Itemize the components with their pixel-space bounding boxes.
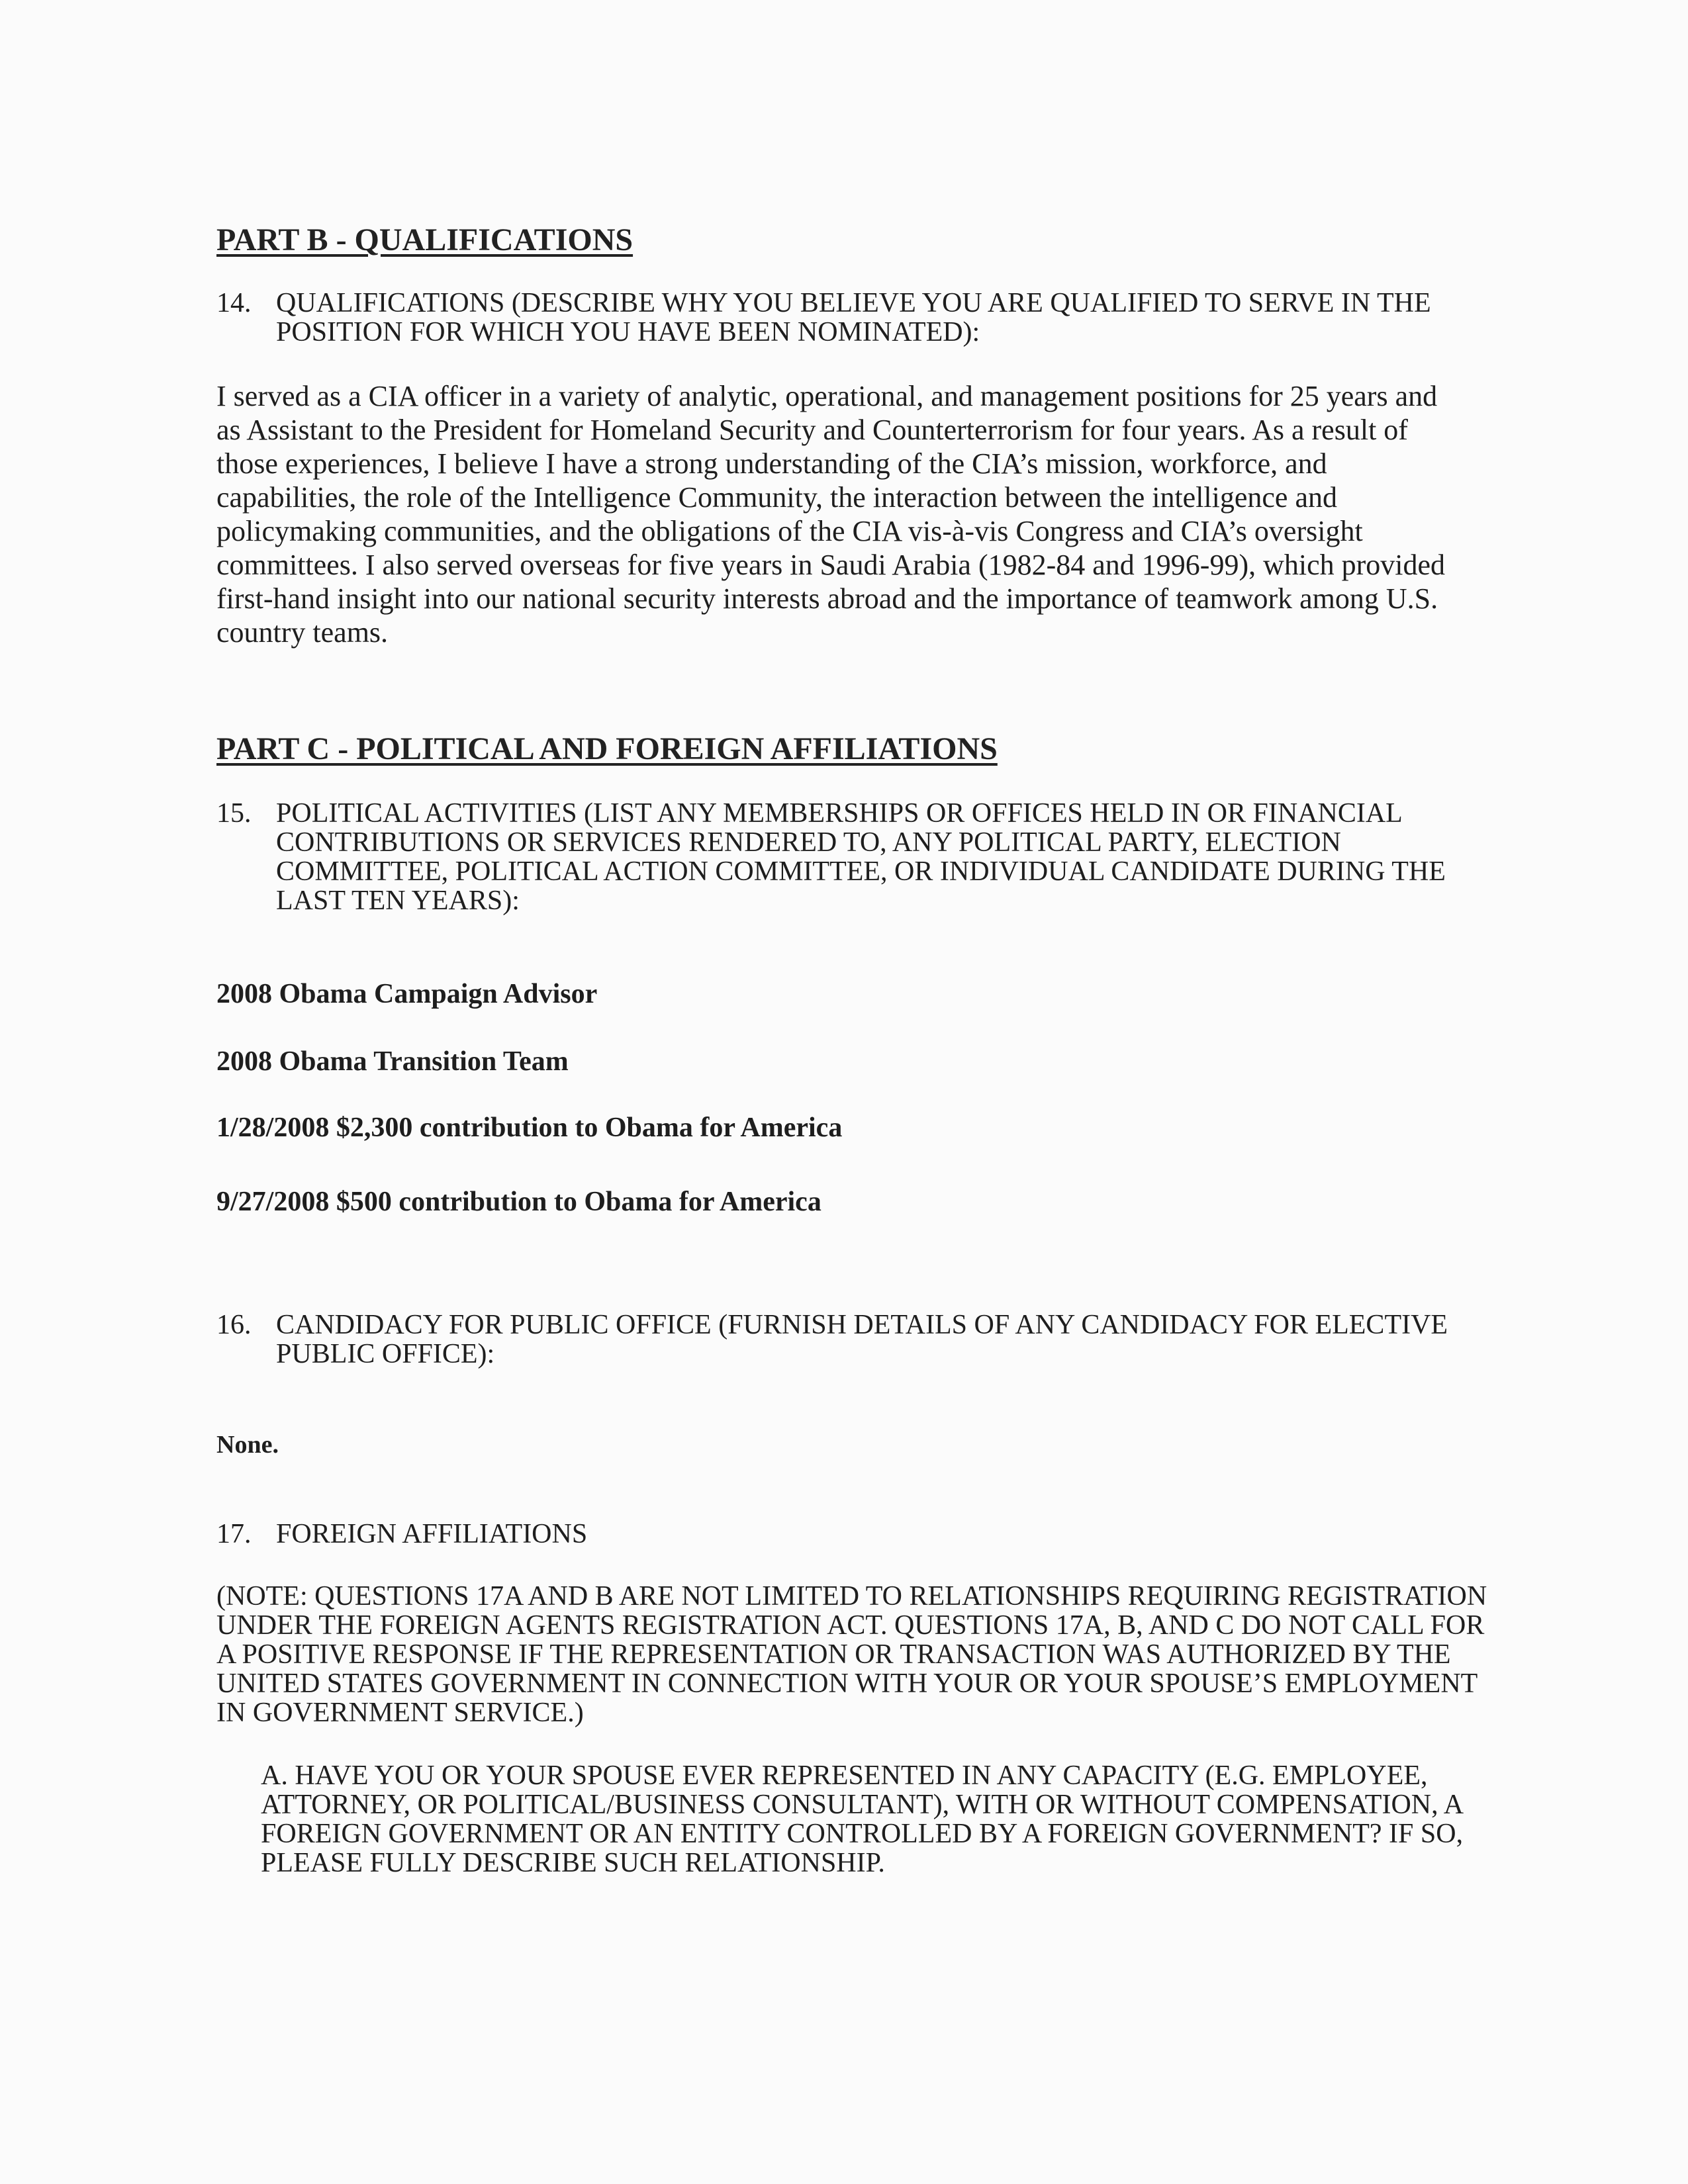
question-text-line: A. HAVE YOU OR YOUR SPOUSE EVER REPRESENTED IN ANY CAPACITY (E.G. EMPLOYEE, xyxy=(261,1760,1428,1791)
question-text-line: CONTRIBUTIONS OR SERVICES RENDERED TO, ANY POLITICAL PARTY, ELECTION xyxy=(276,827,1341,858)
answer-line: as Assistant to the President for Homeland Security and Counterterrorism for four years. As a result of xyxy=(216,414,1408,446)
political-activity-item: 1/28/2008 $2,300 contribution to Obama for America xyxy=(216,1113,843,1143)
answer-line: those experiences, I believe I have a strong understanding of the CIA’s mission, workforce, and xyxy=(216,447,1327,480)
question-number: 16. xyxy=(216,1310,252,1340)
answer-line: capabilities, the role of the Intelligence Community, the interaction between the intelligence and xyxy=(216,481,1337,514)
question-text-line: POSITION FOR WHICH YOU HAVE BEEN NOMINATED): xyxy=(276,317,980,347)
question-text-line: FOREIGN GOVERNMENT OR AN ENTITY CONTROLLED BY A FOREIGN GOVERNMENT? IF SO, xyxy=(261,1819,1464,1849)
note-line: (NOTE: QUESTIONS 17A AND B ARE NOT LIMITED TO RELATIONSHIPS REQUIRING REGISTRATION xyxy=(216,1581,1487,1612)
question-text xyxy=(276,1520,587,1549)
question-text xyxy=(276,799,1446,915)
question-16 xyxy=(216,1310,1448,1369)
candidacy-answer: None. xyxy=(216,1431,279,1459)
answer-line: I served as a CIA officer in a variety of analytic, operational, and management positions for 25 years and xyxy=(216,380,1438,412)
question-17-note xyxy=(216,1582,1487,1727)
question-17 xyxy=(216,1520,587,1549)
note-line: IN GOVERNMENT SERVICE.) xyxy=(216,1698,584,1728)
question-text-line: PLEASE FULLY DESCRIBE SUCH RELATIONSHIP. xyxy=(261,1848,885,1878)
question-text xyxy=(276,1310,1448,1369)
part-b-heading: PART B - QUALIFICATIONS xyxy=(216,222,633,257)
question-title: FOREIGN AFFILIATIONS xyxy=(276,1519,588,1549)
answer-line: country teams. xyxy=(216,616,389,649)
answer-line: first-hand insight into our national security interests abroad and the importance of teamwork among U.S. xyxy=(216,582,1438,615)
political-activity-item: 2008 Obama Campaign Advisor xyxy=(216,979,598,1009)
question-text-line: CANDIDACY FOR PUBLIC OFFICE (FURNISH DETAILS OF ANY CANDIDACY FOR ELECTIVE xyxy=(276,1310,1448,1340)
political-activity-item: 9/27/2008 $500 contribution to Obama for America xyxy=(216,1187,821,1217)
question-text-line: QUALIFICATIONS (DESCRIBE WHY YOU BELIEVE YOU ARE QUALIFIED TO SERVE IN THE xyxy=(276,288,1431,318)
note-line: A POSITIVE RESPONSE IF THE REPRESENTATION OR TRANSACTION WAS AUTHORIZED BY THE xyxy=(216,1639,1451,1670)
question-text-line: COMMITTEE, POLITICAL ACTION COMMITTEE, OR INDIVIDUAL CANDIDATE DURING THE xyxy=(276,856,1446,887)
answer-line: committees. I also served overseas for five years in Saudi Arabia (1982-84 and 1996-99), which provided xyxy=(216,549,1446,581)
question-number: 15. xyxy=(216,798,252,829)
note-line: UNITED STATES GOVERNMENT IN CONNECTION WITH YOUR OR YOUR SPOUSE’S EMPLOYMENT xyxy=(216,1668,1478,1699)
answer-line: policymaking communities, and the obligations of the CIA vis-à-vis Congress and CIA’s oversight xyxy=(216,515,1363,547)
question-14 xyxy=(216,289,1431,347)
question-text-line: PUBLIC OFFICE): xyxy=(276,1339,495,1369)
note-line: UNDER THE FOREIGN AGENTS REGISTRATION ACT. QUESTIONS 17A, B, AND C DO NOT CALL FOR xyxy=(216,1610,1485,1641)
qualifications-answer xyxy=(216,379,1445,649)
question-number: 17. xyxy=(216,1519,252,1549)
political-activity-item: 2008 Obama Transition Team xyxy=(216,1046,569,1077)
question-17a xyxy=(261,1761,1464,1878)
question-text-line: POLITICAL ACTIVITIES (LIST ANY MEMBERSHIPS OR OFFICES HELD IN OR FINANCIAL xyxy=(276,798,1403,829)
question-15 xyxy=(216,799,1446,915)
question-number: 14. xyxy=(216,288,252,318)
question-text xyxy=(276,289,1431,347)
question-text-line: LAST TEN YEARS): xyxy=(276,886,520,916)
part-c-heading: PART C - POLITICAL AND FOREIGN AFFILIATIONS xyxy=(216,731,998,766)
question-text-line: ATTORNEY, OR POLITICAL/BUSINESS CONSULTANT), WITH OR WITHOUT COMPENSATION, A xyxy=(261,1790,1464,1820)
